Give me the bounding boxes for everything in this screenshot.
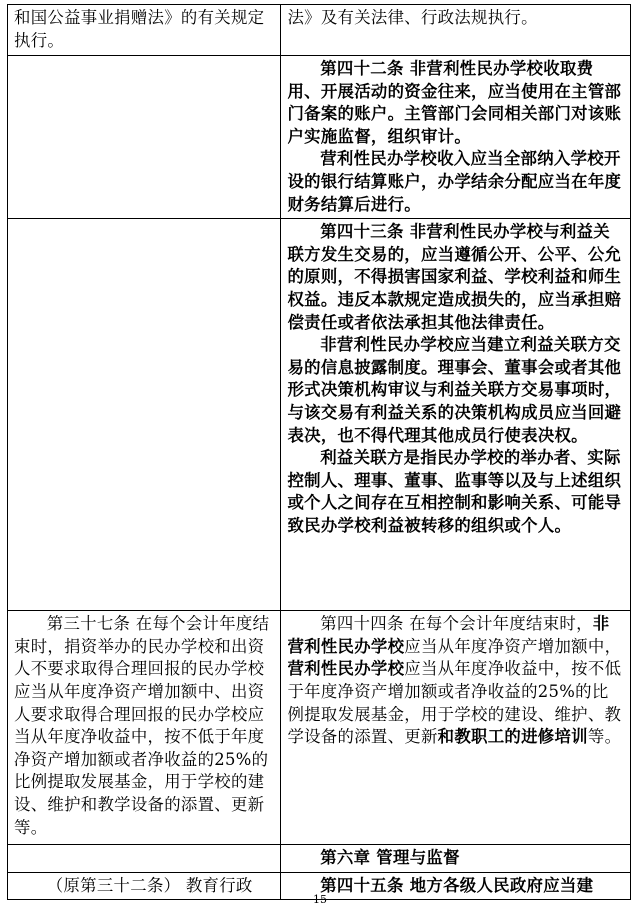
text-span: 等。 [587, 727, 622, 747]
old-text-cell [8, 5, 281, 56]
new-text-cell [281, 56, 631, 219]
paragraph: 和国公益事业捐赠法》的有关规定执行。 [14, 8, 265, 50]
article-43-paragraph-1: 第四十三条 非营利性民办学校与利益关联方发生交易的，应当遵循公开、公平、公允的原则，不得损害国家利益、学校利益和师生权益。违反本款规定造成损失的，应当承担赔偿责任或者依法承担其他法律责任。 [287, 222, 622, 332]
text-span: 应当从年度净收益中，按不低于年度净资产增加额或者净收益的25%的比例提取发展基金，用于学校的建设、维护、教学设备的添置、更新 [287, 659, 622, 747]
table-row [8, 611, 631, 845]
page-number: 15 [313, 893, 327, 906]
article-37-paragraph: 第三十七条 在每个会计年度结束时，捐资举办的民办学校和出资人不要求取得合理回报的民办学校应当从年度净资产增加额中、出资人要求取得合理回报的民办学校应当从年度净收益中，按不低于年度净资产增加额或者净收益的25%的比例提取发展基金，用于学校的建设、维护和教学设备的添置、更新等。 [14, 614, 270, 837]
table-row [8, 845, 631, 873]
text-span: 第四十四条 在每个会计年度结束时， [320, 614, 593, 634]
new-text-cell [281, 845, 631, 873]
article-42-paragraph-2: 营利性民办学校收入应当全部纳入学校开设的银行结算账户，办学结余分配应当在年度财务结算后进行。 [287, 149, 622, 214]
paragraph: （原第三十二条） 教育行政 [46, 875, 253, 895]
article-44-paragraph [287, 613, 624, 749]
paragraph: 法》及有关法律、行政法规执行。 [287, 8, 538, 27]
new-text-cell [281, 219, 631, 611]
bold-text-span: 营利性民办学校 [287, 659, 405, 679]
article-45-paragraph: 第四十五条 地方各级人民政府应当建 [320, 875, 594, 895]
article-43-paragraph-3: 利益关联方是指民办学校的举办者、实际控制人、理事、董事、监事等以及与上述组织或个人之间存在互相控制和影响关系、可能导致民办学校利益被转移的组织或个人。 [287, 448, 622, 535]
new-text-cell [281, 5, 631, 56]
table-row [8, 5, 631, 56]
article-42-paragraph-1: 第四十二条 非营利性民办学校收取费用、开展活动的资金往来，应当使用在主管部门备案的账户。主管部门会同相关部门对该账户实施监督，组织审计。 [287, 59, 622, 146]
old-text-cell [8, 845, 281, 873]
new-text-cell [281, 611, 631, 845]
chapter-heading: 第六章 管理与监督 [320, 848, 460, 868]
article-43-paragraph-2: 非营利性民办学校应当建立利益关联方交易的信息披露制度。理事会、董事会或者其他形式决策机构审议与利益关联方交易事项时，与该交易有利益关系的决策机构成员应当回避表决，也不得代理其他成员行使表决权。 [287, 335, 622, 445]
table-row [8, 56, 631, 219]
bold-text-span: 和教职工的进修培训 [437, 727, 588, 747]
old-text-cell [8, 56, 281, 219]
bold-text-span: 非营利性民办学校 [287, 614, 610, 656]
table-row [8, 219, 631, 611]
text-span: 应当从年度净资产增加额中， [404, 636, 622, 656]
old-text-cell [8, 219, 281, 611]
comparison-table [7, 4, 631, 900]
old-text-cell [8, 611, 281, 845]
